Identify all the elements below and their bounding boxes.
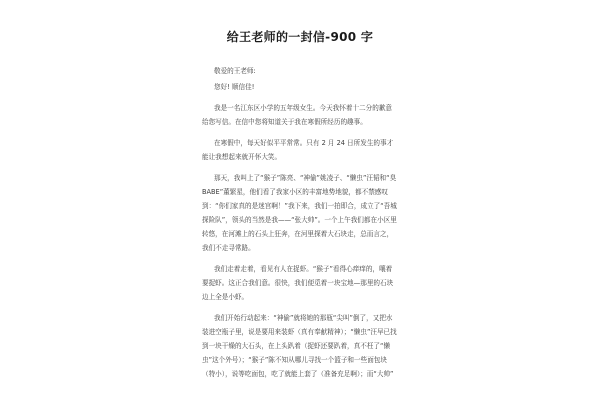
letter-body	[202, 64, 398, 381]
letter-paragraph: 那天，我叫上了“猴子”陈亮、“神偷”姚凌子、“懒虫”汪韬和“臭 BABE”董繁星，他们看了我家小区的丰富地势地貌，都不禁感叹到：“你们家真的是迷宫啊！”我下来，我们一拍即合，成立了“吾城探险队”，领头的当然是我——“张大帅”。一个上午我们都在小区里转悠，在河滩上的石头上狂奔，在河里探着大石块走，总而言之，我们不走寻常路。	[202, 174, 397, 252]
page-title: 给王老师的一封信-900 字	[226, 30, 374, 44]
letter-paragraph: 我们开始行动起来：“神偷”就将她的那瓶“尖叫”倒了，又把水装进空瓶子里，说是要用来装虾（真有奉献精神）；“懒虫”汪早已找到一块干燥的大石头，在上头趴着（捉虾还要趴着，真不枉了“懒虫”这个外号）；“猴子”陈不知从哪儿寻找一个篮子和一些面包块（特小），说等吃面包，吃了就能上套了（准备充足啊）；而“大帅”	[202, 314, 397, 378]
letter-paragraph: 我们走着走着，看见有人在捉虾。“猴子”看得心痒痒的，嚷着要捉虾。这正合我们意。很快，我们便觅着一块宝地—那里的石块边上全是小虾。	[202, 265, 394, 301]
letter-salutation: 敬爱的王老师:	[214, 67, 256, 75]
letter-paragraph: 我是一名江东区小学的五年级女生。今天我怀着十二分的歉意给您写信。在信中您将知道关于我在寒假所经历的趣事。	[202, 104, 393, 126]
letter-paragraph: 在寒假中，每天好似平平常常。只有 2 月 24 日所发生的事才能让我想起来就开怀大笑。	[202, 139, 394, 161]
letter-greeting: 您好! 顺信佳!	[214, 83, 255, 91]
